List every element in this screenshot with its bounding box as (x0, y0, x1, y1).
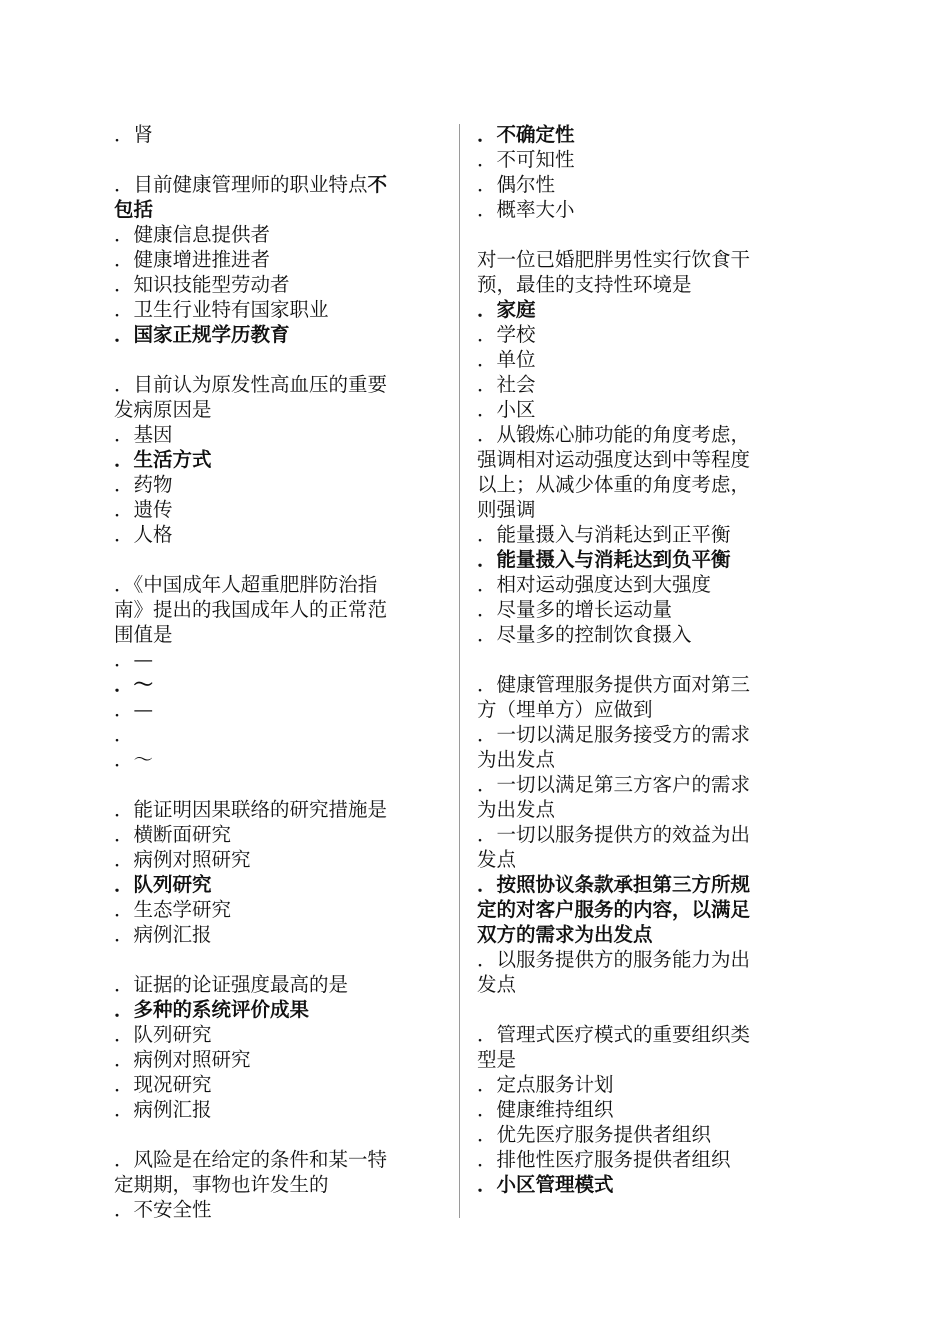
line-text: ．～ (114, 748, 154, 771)
blank-line (477, 647, 812, 672)
line-text: 强调相对运动强度达到中等程度 (477, 448, 751, 471)
text-line (477, 797, 812, 822)
text-line (477, 347, 812, 372)
text-line (477, 697, 812, 722)
text-line (114, 722, 449, 747)
text-line (477, 172, 812, 197)
line-text: 以上；从减少体重的角度考虑， (477, 473, 751, 496)
text-line (477, 447, 812, 472)
text-line (114, 997, 449, 1022)
line-text: ．定点服务计划 (477, 1073, 614, 1096)
text-line (477, 372, 812, 397)
text-line (114, 1172, 449, 1197)
line-text: ．一切以满足第三方客户的需求 (477, 773, 751, 796)
text-line (114, 497, 449, 522)
line-text: ．从锻炼心肺功能的角度考虑， (477, 423, 751, 446)
line-text: ．按照协议条款承担第三方所规 (477, 873, 751, 896)
line-text: ．尽量多的控制饮食摄入 (477, 623, 692, 646)
text-line (477, 297, 812, 322)
line-text: ．— (114, 648, 154, 671)
line-text: ． (114, 723, 134, 746)
line-text: 定的对客户服务的内容，以满足 (477, 898, 751, 921)
column-divider (459, 124, 460, 1218)
text-line (114, 897, 449, 922)
line-text: ．— (114, 698, 154, 721)
text-line (114, 972, 449, 997)
line-text: ．不确定性 (477, 123, 575, 146)
text-line (114, 1047, 449, 1072)
text-line (477, 272, 812, 297)
line-text: ．排他性医疗服务提供者组织 (477, 1148, 731, 1171)
line-text: ．能证明因果联络的研究措施是 (114, 798, 388, 821)
text-line (477, 322, 812, 347)
line-text: ．管理式医疗模式的重要组织类 (477, 1023, 751, 1046)
text-line (477, 147, 812, 172)
text-line (114, 247, 449, 272)
line-text: 方（埋单方）应做到 (477, 698, 653, 721)
line-text: ．卫生行业特有国家职业 (114, 298, 329, 321)
line-text: ．相对运动强度达到大强度 (477, 573, 712, 596)
text-line (114, 1147, 449, 1172)
line-text: ．病例汇报 (114, 1098, 212, 1121)
text-line (477, 597, 812, 622)
text-line (114, 1022, 449, 1047)
line-text: 发点 (477, 973, 517, 996)
text-line (114, 322, 449, 347)
line-text: ．证据的论证强度最高的是 (114, 973, 349, 996)
line-text: ．病例汇报 (114, 923, 212, 946)
text-line (114, 922, 449, 947)
line-text: ．队列研究 (114, 873, 212, 896)
text-line (477, 872, 812, 897)
text-line (477, 572, 812, 597)
text-line (114, 872, 449, 897)
line-text: 对一位已婚肥胖男性实行饮食干 (477, 248, 751, 271)
line-text: ．国家正规学历教育 (114, 323, 290, 346)
line-text: 双方的需求为出发点 (477, 923, 653, 946)
text-line (477, 847, 812, 872)
line-text: 为出发点 (477, 798, 556, 821)
text-line (477, 122, 812, 147)
text-line (477, 1147, 812, 1172)
line-text: ．横断面研究 (114, 823, 232, 846)
line-text: ．健康信息提供者 (114, 223, 271, 246)
line-text: ．单位 (477, 348, 536, 371)
line-text: ．概率大小 (477, 198, 575, 221)
text-line (114, 647, 449, 672)
text-line (477, 1022, 812, 1047)
line-text: ．一切以服务提供方的效益为出 (477, 823, 751, 846)
line-text: ．健康管理服务提供方面对第三 (477, 673, 751, 696)
line-text: 发点 (477, 848, 517, 871)
blank-line (114, 772, 449, 797)
text-line (114, 1097, 449, 1122)
text-line (477, 422, 812, 447)
text-line (114, 472, 449, 497)
line-text: ．病例对照研究 (114, 848, 251, 871)
line-text: 预，最佳的支持性环境是 (477, 273, 692, 296)
text-line (114, 522, 449, 547)
text-line (114, 122, 449, 147)
text-line (114, 697, 449, 722)
line-text: ．知识技能型劳动者 (114, 273, 290, 296)
line-text: ．风险是在给定的条件和某一特 (114, 1148, 388, 1171)
line-text: ．遗传 (114, 498, 173, 521)
text-line (114, 272, 449, 297)
text-line (114, 597, 449, 622)
line-text: ．优先医疗服务提供者组织 (477, 1123, 712, 1146)
text-line (114, 172, 449, 197)
line-text: ．肾 (114, 123, 154, 146)
line-text: ．～ (114, 673, 154, 696)
text-line (114, 297, 449, 322)
line-text: ．队列研究 (114, 1023, 212, 1046)
text-line (477, 522, 812, 547)
text-line (114, 222, 449, 247)
text-line (477, 747, 812, 772)
blank-line (114, 147, 449, 172)
line-text: ．病例对照研究 (114, 1048, 251, 1071)
line-text: ．健康维持组织 (477, 1098, 614, 1121)
text-line (477, 497, 812, 522)
line-text: ．健康增进推进者 (114, 248, 271, 271)
text-line (114, 672, 449, 697)
line-text: 发病原因是 (114, 398, 212, 421)
left-column (114, 122, 449, 1222)
line-text: ．以服务提供方的服务能力为出 (477, 948, 751, 971)
line-text: ．能量摄入与消耗达到负平衡 (477, 548, 731, 571)
text-line (477, 772, 812, 797)
text-line (477, 197, 812, 222)
line-text: ．能量摄入与消耗达到正平衡 (477, 523, 731, 546)
line-text: ．生态学研究 (114, 898, 232, 921)
line-text: 为出发点 (477, 748, 556, 771)
text-line (477, 1172, 812, 1197)
blank-line (114, 547, 449, 572)
text-line (477, 247, 812, 272)
line-text: ．基因 (114, 423, 173, 446)
text-line (114, 1072, 449, 1097)
line-text: ．不可知性 (477, 148, 575, 171)
blank-line (114, 347, 449, 372)
line-text: ．多种的系统评价成果 (114, 998, 310, 1021)
text-line (477, 897, 812, 922)
line-text: ．现况研究 (114, 1073, 212, 1096)
text-line (477, 922, 812, 947)
text-line (477, 672, 812, 697)
text-line (114, 822, 449, 847)
text-line (477, 722, 812, 747)
text-line (477, 972, 812, 997)
text-line (477, 1072, 812, 1097)
line-text: ．小区 (477, 398, 536, 421)
text-line (477, 472, 812, 497)
line-text: ．一切以满足服务接受方的需求 (477, 723, 751, 746)
line-text: ．目前认为原发性高血压的重要 (114, 373, 388, 396)
text-line (114, 622, 449, 647)
text-line (114, 747, 449, 772)
blank-line (114, 1122, 449, 1147)
line-text: ．尽量多的增长运动量 (477, 598, 673, 621)
line-text: 围值是 (114, 623, 173, 646)
text-line (477, 397, 812, 422)
right-column (477, 122, 812, 1197)
text-line (114, 797, 449, 822)
text-line (477, 547, 812, 572)
text-line (477, 947, 812, 972)
line-text: ．不安全性 (114, 1198, 212, 1221)
text-line (114, 197, 449, 222)
line-text: ．小区管理模式 (477, 1173, 614, 1196)
text-line (114, 397, 449, 422)
text-line (114, 572, 449, 597)
line-text: 型是 (477, 1048, 517, 1071)
line-text: 南》提出的我国成年人的正常范 (114, 598, 388, 621)
text-line (477, 622, 812, 647)
line-text: ．生活方式 (114, 448, 212, 471)
line-text: 包括 (114, 198, 154, 221)
text-line (477, 1047, 812, 1072)
line-text: ．学校 (477, 323, 536, 346)
text-line (477, 822, 812, 847)
line-text: 定期期，事物也许发生的 (114, 1173, 329, 1196)
text-line (477, 1122, 812, 1147)
text-line (114, 1197, 449, 1222)
blank-line (477, 222, 812, 247)
line-text: ．家庭 (477, 298, 536, 321)
blank-line (477, 997, 812, 1022)
text-line (114, 447, 449, 472)
line-text: ．目前健康管理师的职业特点 (114, 173, 368, 196)
line-text: ．社会 (477, 373, 536, 396)
line-text: ．偶尔性 (477, 173, 556, 196)
text-line (114, 372, 449, 397)
line-text: ．药物 (114, 473, 173, 496)
line-text: ．《中国成年人超重肥胖防治指 (114, 573, 378, 596)
line-text: ．人格 (114, 523, 173, 546)
line-text-bold-suffix: 不 (367, 173, 388, 196)
line-text: 则强调 (477, 498, 536, 521)
text-line (477, 1097, 812, 1122)
text-line (114, 847, 449, 872)
blank-line (114, 947, 449, 972)
text-line (114, 422, 449, 447)
